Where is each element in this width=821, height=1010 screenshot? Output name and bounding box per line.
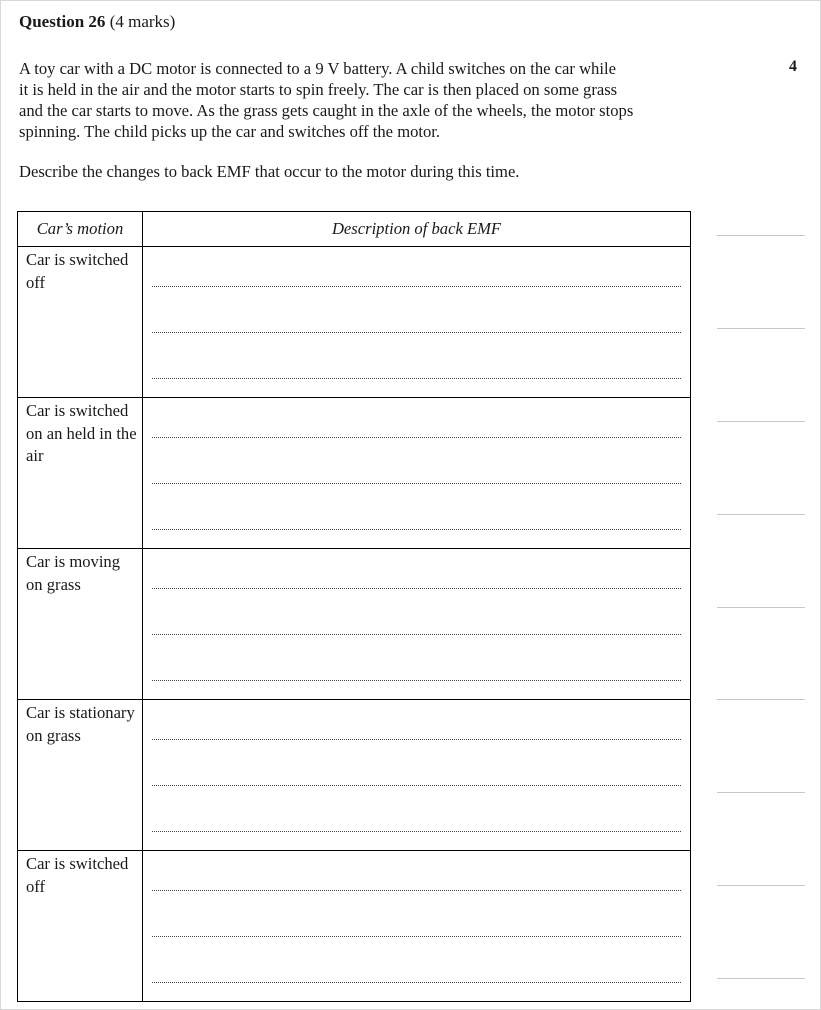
- question-marks: (4 marks): [109, 12, 176, 31]
- marker-margin-line: [717, 421, 805, 422]
- answer-line[interactable]: [152, 529, 681, 530]
- motion-cell: Car is switched off: [18, 851, 143, 1002]
- answer-line[interactable]: [152, 739, 681, 740]
- answer-line[interactable]: [152, 936, 681, 937]
- motion-cell: Car is stationary on grass: [18, 700, 143, 851]
- table-row: [18, 851, 691, 1002]
- answer-line[interactable]: [152, 831, 681, 832]
- answer-line[interactable]: [152, 680, 681, 681]
- table-row: [18, 700, 691, 851]
- question-stem: [19, 58, 719, 142]
- answer-line[interactable]: [152, 982, 681, 983]
- marker-margin-line: [717, 699, 805, 700]
- marker-margin-line: [717, 885, 805, 886]
- table-header-row: [18, 212, 691, 247]
- answer-cell[interactable]: [143, 700, 691, 851]
- marker-margin-line: [717, 328, 805, 329]
- motion-cell: Car is switched on an held in the air: [18, 398, 143, 549]
- answer-cell[interactable]: [143, 247, 691, 398]
- answer-line[interactable]: [152, 890, 681, 891]
- answer-cell[interactable]: [143, 398, 691, 549]
- answer-line[interactable]: [152, 634, 681, 635]
- marker-margin-line: [717, 792, 805, 793]
- marker-margin-line: [717, 235, 805, 236]
- question-label: Question 26: [19, 12, 106, 31]
- marker-margin-line: [717, 978, 805, 979]
- answer-line[interactable]: [152, 785, 681, 786]
- stem-line: it is held in the air and the motor starts to spin freely. The car is then placed on some grass: [19, 80, 618, 99]
- question-instruction: Describe the changes to back EMF that occur to the motor during this time.: [19, 162, 520, 181]
- answer-line[interactable]: [152, 378, 681, 379]
- answer-line[interactable]: [152, 286, 681, 287]
- stem-line: and the car starts to move. As the grass gets caught in the axle of the wheels, the motor stops: [19, 101, 634, 120]
- marker-margin-line: [717, 514, 805, 515]
- marker-margin-line: [717, 607, 805, 608]
- answer-line[interactable]: [152, 483, 681, 484]
- answer-table: [17, 211, 691, 1002]
- table-row: [18, 247, 691, 398]
- table-row: [18, 549, 691, 700]
- stem-line: A toy car with a DC motor is connected to a 9 V battery. A child switches on the car while: [19, 59, 616, 78]
- answer-cell[interactable]: [143, 851, 691, 1002]
- answer-cell[interactable]: [143, 549, 691, 700]
- header-motion: Car’s motion: [18, 212, 143, 247]
- marks-total: 4: [789, 58, 797, 75]
- answer-line[interactable]: [152, 588, 681, 589]
- answer-line[interactable]: [152, 437, 681, 438]
- motion-cell: Car is moving on grass: [18, 549, 143, 700]
- header-description: Description of back EMF: [143, 212, 691, 247]
- question-heading: [19, 12, 175, 32]
- stem-line: spinning. The child picks up the car and switches off the motor.: [19, 122, 441, 141]
- motion-cell: Car is switched off: [18, 247, 143, 398]
- table-row: [18, 398, 691, 549]
- answer-line[interactable]: [152, 332, 681, 333]
